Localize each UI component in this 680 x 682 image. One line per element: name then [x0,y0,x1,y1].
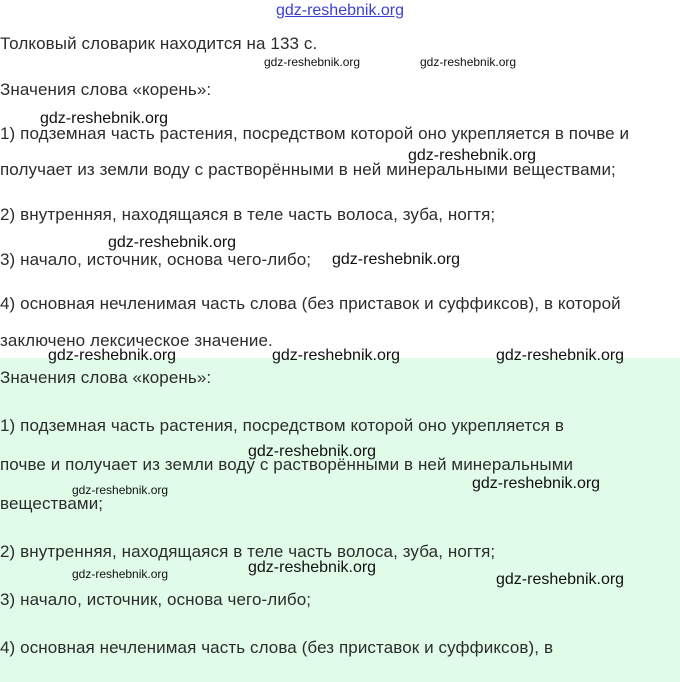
watermark: gdz-reshebnik.org [248,443,377,460]
watermark: gdz-reshebnik.org [420,55,517,69]
answer-meaning-4-line-1: 4) основная нечленимая часть слова (без приставок и суффиксов), в [0,638,554,657]
meaning-4-line-2: заключено лексическое значение. [0,331,273,350]
answer-meaning-1-line-2: почве и получает из земли воду с растворёнными в ней минеральными [0,455,574,474]
meaning-2: 2) внутренняя, находящаяся в теле часть волоса, зуба, ногтя; [0,205,496,224]
watermark: gdz-reshebnik.org [272,347,401,364]
meaning-1-line-1: 1) подземная часть растения, посредством которой оно укрепляется в почве и [0,124,630,143]
answer-meaning-1-line-3: веществами; [0,494,104,513]
watermark: gdz-reshebnik.org [264,55,361,69]
watermark: gdz-reshebnik.org [332,251,461,268]
intro-text: Толковый словарик находится на 133 с. [0,34,318,53]
highlighted-answer-block [0,358,680,682]
watermark: gdz-reshebnik.org [72,483,169,497]
definitions-heading: Значения слова «корень»: [0,80,212,99]
watermark: gdz-reshebnik.org [72,567,169,581]
answer-meaning-3: 3) начало, источник, основа чего-либо; [0,590,312,609]
watermark: gdz-reshebnik.org [108,234,237,251]
answer-meaning-1-line-1: 1) подземная часть растения, посредством которой оно укрепляется в [0,416,564,435]
watermark: gdz-reshebnik.org [496,571,625,588]
watermark: gdz-reshebnik.org [408,147,537,164]
answer-heading: Значения слова «корень»: [0,368,212,387]
watermark: gdz-reshebnik.org [248,559,377,576]
watermark: gdz-reshebnik.org [40,110,169,127]
watermark: gdz-reshebnik.org [472,475,601,492]
meaning-3: 3) начало, источник, основа чего-либо; [0,250,312,269]
watermark: gdz-reshebnik.org [496,347,625,364]
meaning-1-line-2: получает из земли воду с растворёнными в ней минеральными веществами; [0,160,616,179]
answer-meaning-2: 2) внутренняя, находящаяся в теле часть волоса, зуба, ногтя; [0,542,496,561]
site-link[interactable]: gdz-reshebnik.org [275,2,405,19]
watermark: gdz-reshebnik.org [48,347,177,364]
meaning-4-line-1: 4) основная нечленимая часть слова (без приставок и суффиксов), в которой [0,294,621,313]
